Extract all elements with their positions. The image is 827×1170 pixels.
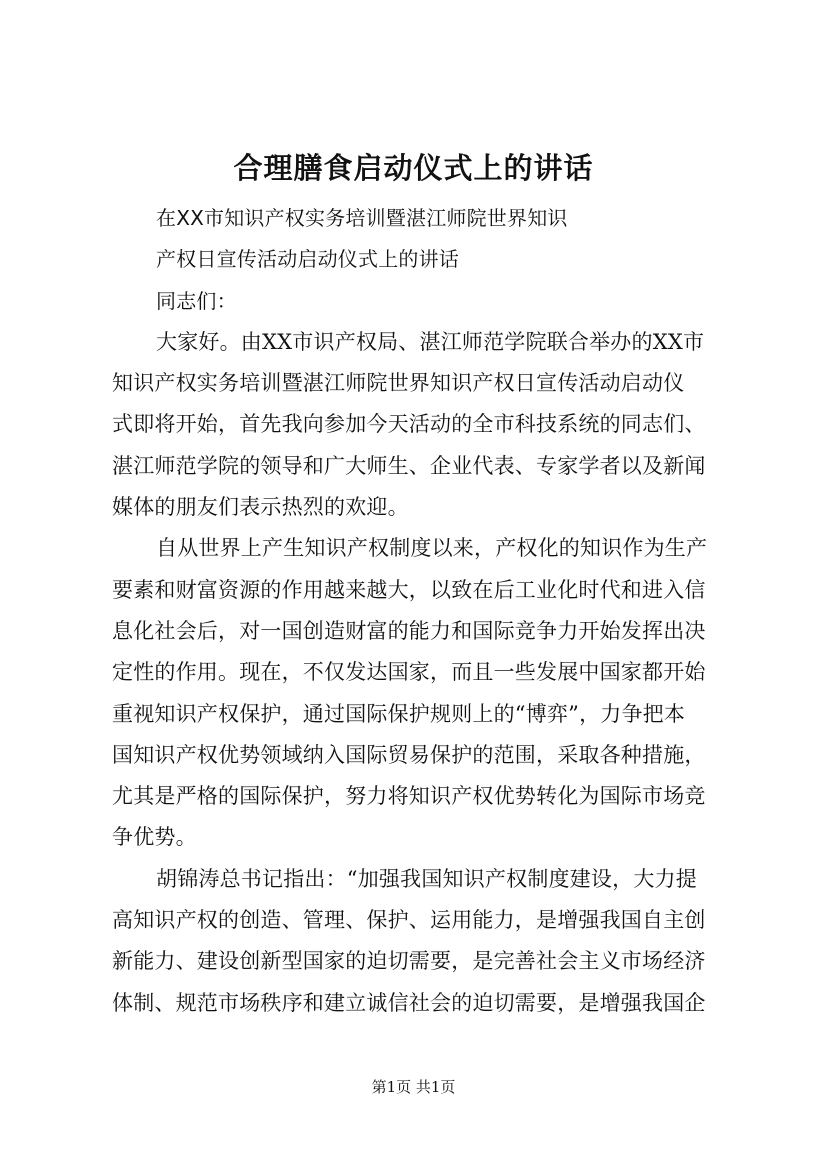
paragraph-line: 湛江师范学院的领导和广大师生、企业代表、专家学者以及新闻 — [112, 453, 706, 478]
subtitle-line: 在XX市知识产权实务培训暨湛江师院世界知识 — [156, 206, 568, 230]
paragraph-line: 重视知识产权保护，通过国际保护规则上的“博弈”，力争把本 — [112, 701, 686, 726]
paragraph-welcome — [112, 322, 738, 528]
document-title: 合理膳食启动仪式上的讲话 — [233, 151, 594, 185]
page-footer: 第1页 共1页 — [371, 1078, 456, 1096]
subtitle-line: 产权日宣传活动启动仪式上的讲话 — [156, 247, 459, 272]
paragraph-line: 尤其是严格的国际保护，努力将知识产权优势转化为国际市场竞 — [112, 784, 706, 809]
paragraph-line: 知识产权实务培训暨湛江师院世界知识产权日宣传活动启动仪 — [112, 371, 685, 396]
paragraph-line: 自从世界上产生知识产权制度以来，产权化的知识作为生产 — [156, 536, 708, 561]
paragraph-line: 式即将开始，首先我向参加今天活动的全市科技系统的同志们、 — [112, 412, 706, 437]
paragraph-line: 争优势。 — [112, 825, 197, 850]
paragraph-line: 息化社会后，对一国创造财富的能力和国际竞争力开始发挥出决 — [112, 618, 706, 643]
paragraph-line: 高知识产权的创造、管理、保护、运用能力，是增强我国自主创 — [112, 908, 706, 933]
paragraph-line: 大家好。由XX市识产权局、湛江师范学院联合举办的XX市 — [156, 329, 705, 354]
document-body — [112, 198, 738, 1024]
paragraph-line: 体制、规范市场秩序和建立诚信社会的迫切需要，是增强我国企 — [112, 990, 706, 1015]
salutation: 同志们： — [156, 288, 237, 313]
paragraph-line: 胡锦涛总书记指出：“加强我国知识产权制度建设，大力提 — [156, 866, 697, 891]
paragraph-line: 定性的作用。现在，不仅发达国家，而且一些发展中国家都开始 — [112, 660, 706, 685]
paragraph-ip-system — [112, 528, 738, 858]
paragraph-line: 新能力、建设创新型国家的迫切需要，是完善社会主义市场经济 — [112, 949, 706, 974]
paragraph-line: 国知识产权优势领域纳入国际贸易保护的范围，采取各种措施， — [112, 742, 706, 767]
paragraph-line: 媒体的朋友们表示热烈的欢迎。 — [112, 495, 409, 520]
paragraph-quote — [112, 859, 738, 1024]
paragraph-line: 要素和财富资源的作用越来越大，以致在后工业化时代和进入信 — [112, 577, 706, 602]
